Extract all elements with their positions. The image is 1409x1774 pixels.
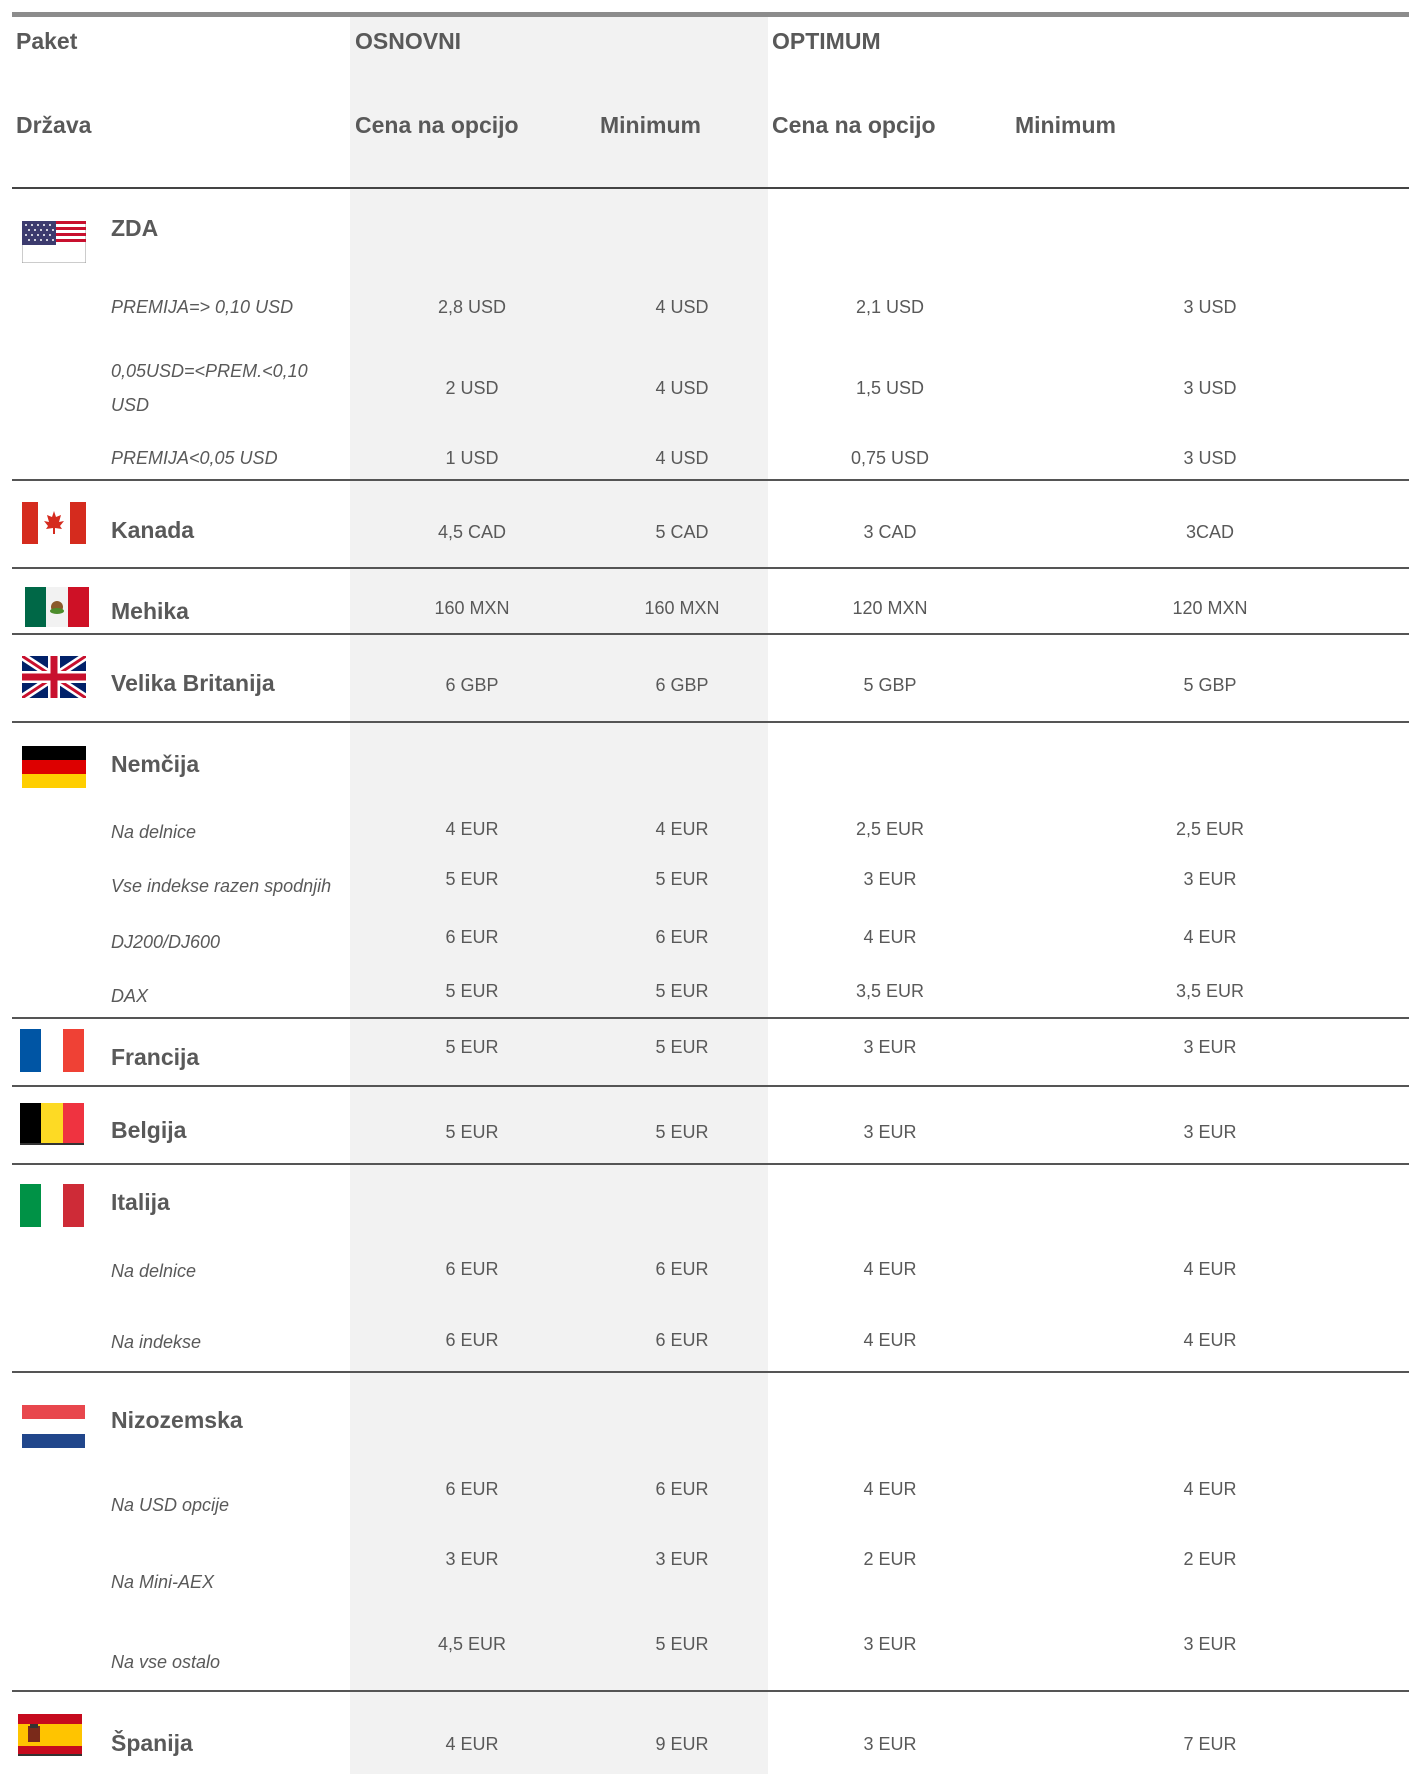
value-cell: 6 EUR [445,927,499,947]
sub-row-label: DAX [111,986,149,1006]
value-cell: 5 EUR [445,1037,499,1057]
value-cell: 2,5 EUR [855,819,925,839]
value-cell: 3 USD [1183,297,1237,317]
paket-label: Paket [16,28,78,54]
value-cell: 5 GBP [863,675,917,695]
value-cell: 2,5 EUR [1175,819,1245,839]
value-cell: 3 EUR [863,1122,917,1142]
country-name-spain: Španija [111,1730,193,1756]
value-cell: 3CAD [1185,522,1235,542]
value-cell: 3 EUR [863,1734,917,1754]
value-cell: 6 GBP [445,675,499,695]
value-cell: 5 EUR [655,1634,709,1654]
value-cell: 3,5 EUR [1175,981,1245,1001]
value-cell: 3 EUR [863,869,917,889]
row-divider [12,1017,1409,1019]
value-cell: 3 EUR [1183,869,1237,889]
value-cell: 6 EUR [445,1330,499,1350]
row-divider [12,1163,1409,1165]
germany-flag-icon [22,746,86,788]
uk-flag-icon [22,656,86,698]
value-cell: 120 MXN [852,598,928,618]
value-cell: 5 EUR [445,869,499,889]
mexico-flag-icon [25,587,89,627]
row-divider [12,479,1409,481]
netherlands-flag-icon [22,1405,85,1448]
value-cell: 3 EUR [655,1549,709,1569]
country-name-italy: Italija [111,1189,170,1215]
canada-flag-icon [22,502,86,544]
value-cell: 4 EUR [863,927,917,947]
value-cell: 1 USD [445,448,499,468]
sub-row-label: Na vse ostalo [111,1652,221,1672]
country-name-netherlands: Nizozemska [111,1407,243,1433]
value-cell: 6 GBP [655,675,709,695]
value-cell: 2 EUR [1183,1549,1237,1569]
belgium-flag-icon [20,1103,84,1145]
value-cell: 160 MXN [434,598,510,618]
value-cell: 4 EUR [863,1330,917,1350]
country-name-mexico: Mehika [111,598,189,624]
row-divider [12,567,1409,569]
sub-row-label: Vse indekse razen spodnjih [111,876,332,896]
value-cell: 9 EUR [655,1734,709,1754]
value-cell: 4 EUR [1183,1330,1237,1350]
sub-row-label: Na USD opcije [111,1495,230,1515]
osnovni-cena-header: Cena na opcijo [355,112,519,138]
osnovni-minimum-header: Minimum [600,112,701,138]
value-cell: 4,5 CAD [437,522,507,542]
value-cell: 6 EUR [655,1330,709,1350]
value-cell: 5 EUR [445,1122,499,1142]
value-cell: 5 EUR [655,1122,709,1142]
value-cell: 4 USD [655,378,709,398]
value-cell: 5 EUR [655,1037,709,1057]
row-divider [12,1690,1409,1692]
sub-row-label: DJ200/DJ600 [111,932,221,952]
row-divider [12,721,1409,723]
value-cell: 3 USD [1183,378,1237,398]
value-cell: 7 EUR [1183,1734,1237,1754]
value-cell: 6 EUR [445,1259,499,1279]
drzava-label: Država [16,112,92,138]
value-cell: 6 EUR [655,927,709,947]
value-cell: 6 EUR [445,1479,499,1499]
row-divider [12,1371,1409,1373]
value-cell: 4 EUR [1183,1259,1237,1279]
value-cell: 3 EUR [863,1634,917,1654]
value-cell: 160 MXN [644,598,720,618]
value-cell: 4 EUR [1183,1479,1237,1499]
country-name-france: Francija [111,1044,200,1070]
value-cell: 4 EUR [1183,927,1237,947]
value-cell: 5 EUR [655,869,709,889]
value-cell: 5 CAD [655,522,709,542]
country-name-belgium: Belgija [111,1117,187,1143]
value-cell: 2,1 USD [855,297,925,317]
value-cell: 3 EUR [1183,1634,1237,1654]
osnovni-label: OSNOVNI [355,28,462,54]
row-divider [12,1085,1409,1087]
country-name-uk: Velika Britanija [111,670,275,696]
value-cell: 1,5 USD [855,378,925,398]
header-divider [12,187,1409,189]
value-cell: 6 EUR [655,1259,709,1279]
sub-row-label: PREMIJA<0,05 USD [111,448,278,468]
optimum-label: OPTIMUM [772,28,881,54]
country-name-canada: Kanada [111,517,195,543]
sub-row-label: Na indekse [111,1332,202,1352]
value-cell: 0,75 USD [850,448,930,468]
value-cell: 5 GBP [1183,675,1237,695]
value-cell: 2,8 USD [437,297,507,317]
osnovni-column-shade [350,17,768,1774]
value-cell: 3 EUR [1183,1122,1237,1142]
value-cell: 3,5 EUR [855,981,925,1001]
italy-flag-icon [20,1184,84,1227]
value-cell: 3 EUR [863,1037,917,1057]
optimum-cena-header: Cena na opcijo [772,112,936,138]
value-cell: 3 USD [1183,448,1237,468]
country-name-usa: ZDA [111,215,159,241]
row-divider [12,633,1409,635]
value-cell: 4 EUR [445,819,499,839]
value-cell: 4 EUR [655,819,709,839]
value-cell: 4 USD [655,448,709,468]
usa-flag-icon [22,221,86,263]
france-flag-icon [20,1029,84,1072]
spain-flag-icon [18,1714,82,1756]
value-cell: 4 EUR [863,1479,917,1499]
value-cell: 4 USD [655,297,709,317]
value-cell: 120 MXN [1172,598,1248,618]
value-cell: 5 EUR [655,981,709,1001]
country-name-germany: Nemčija [111,751,200,777]
value-cell: 6 EUR [655,1479,709,1499]
value-cell: 4,5 EUR [437,1634,507,1654]
value-cell: 3 CAD [863,522,917,542]
sub-row-label: 0,05USD=<PREM.<0,10 USD [111,361,308,415]
value-cell: 3 EUR [445,1549,499,1569]
value-cell: 4 EUR [863,1259,917,1279]
sub-row-label: PREMIJA=> 0,10 USD [111,297,294,317]
value-cell: 4 EUR [445,1734,499,1754]
value-cell: 3 EUR [1183,1037,1237,1057]
sub-row-label: Na delnice [111,822,197,842]
sub-row-label: Na Mini-AEX [111,1572,215,1592]
value-cell: 2 EUR [863,1549,917,1569]
optimum-minimum-header: Minimum [1015,112,1116,138]
value-cell: 2 USD [445,378,499,398]
value-cell: 5 EUR [445,981,499,1001]
sub-row-label: Na delnice [111,1261,197,1281]
